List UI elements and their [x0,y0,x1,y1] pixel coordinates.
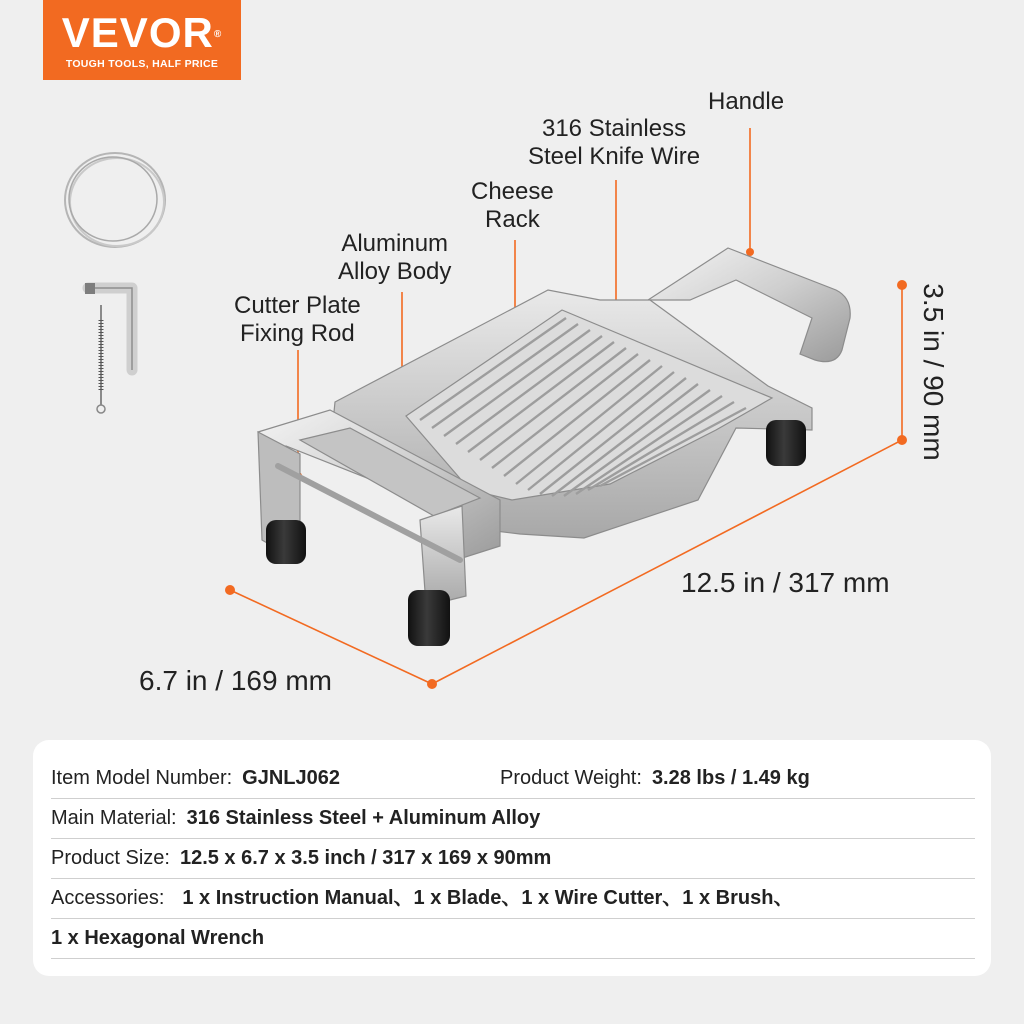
dimension-height: 3.5 in / 90 mm [918,283,949,461]
spec-value: 1 x Hexagonal Wrench [51,927,265,949]
brand-tagline: TOUGH TOOLS, HALF PRICE [65,58,219,70]
brush-icon [97,305,105,413]
spec-value: 1 x Instruction Manual、1 x Blade、1 x Wire Cutter、1 x Brush、 [182,887,794,909]
dimension-length: 12.5 in / 317 mm [681,567,890,598]
label-knife-wire: 316 Stainless Steel Knife Wire [528,115,701,170]
spec-value: GJNLJ062 [242,767,341,789]
wire-coil-icon [65,153,165,247]
specs-panel [33,740,991,976]
spec-value: 316 Stainless Steel + Aluminum Alloy [186,807,541,829]
spec-label: Accessories: [51,887,165,909]
dimension-width: 6.7 in / 169 mm [139,665,332,696]
spec-row-size [51,838,975,879]
brand-name: VEVOR® [61,9,223,56]
spec-row-accessories [51,878,975,919]
spec-row-model-weight [51,758,975,799]
spec-row-accessories-cont [51,918,975,959]
spec-label: Main Material: [51,807,177,829]
spec-label: Item Model Number: [51,767,233,789]
spec-label: Product Size: [51,847,170,869]
label-body: Aluminum Alloy Body [338,230,452,285]
label-fixing-rod: Cutter Plate Fixing Rod [234,292,361,347]
spec-value: 3.28 lbs / 1.49 kg [651,767,810,789]
spec-value: 12.5 x 6.7 x 3.5 inch / 317 x 169 x 90mm [179,847,552,869]
spec-row-material [51,798,975,839]
label-handle: Handle [708,88,785,115]
label-cheese-rack: Cheese Rack [471,178,554,233]
registered-mark: ® [213,29,223,40]
spec-label: Product Weight: [500,767,642,789]
hex-wrench-icon [85,283,132,370]
